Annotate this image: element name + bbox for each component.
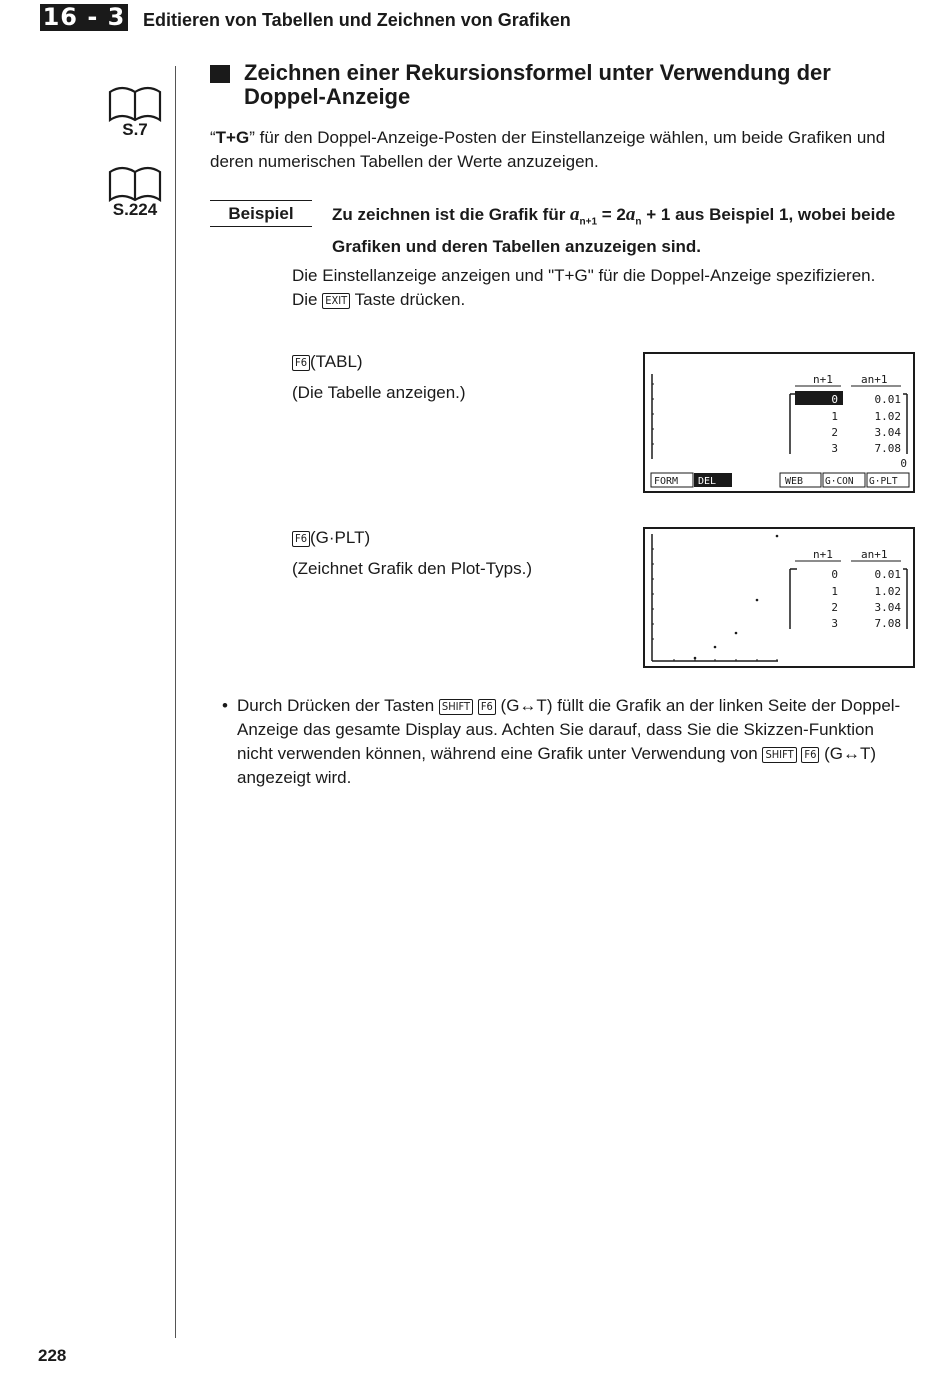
step-description: (Zeichnet Grafik den Plot-Typs.)	[292, 559, 532, 578]
chapter-title: Editieren von Tabellen und Zeichnen von Grafiken	[143, 10, 571, 30]
step-label: (G·PLT)	[310, 528, 371, 547]
instruction-text: Die Einstellanzeige anzeigen und "T+G" für die Doppel-Anzeige spezifizieren. Die EXIT Taste drücken.	[292, 266, 876, 309]
menu-del: DEL	[698, 476, 717, 487]
table-cell: 0.01	[874, 393, 901, 406]
page-ref-label: S.7	[122, 120, 148, 139]
f6-key-icon: F6	[292, 531, 310, 547]
note-bullet	[222, 694, 912, 790]
table-cell: 0	[831, 393, 838, 406]
step-2	[292, 526, 532, 581]
book-icon	[108, 166, 162, 202]
step-label: (TABL)	[310, 352, 363, 371]
menu-form: FORM	[654, 476, 679, 487]
table-cell: 1.02	[874, 410, 901, 423]
margin-rule	[175, 66, 176, 1338]
chapter-number: 16 - 3	[40, 4, 128, 31]
square-bullet-icon	[210, 65, 230, 83]
column-header-a: an+1	[861, 548, 888, 561]
exit-key-icon: EXIT	[322, 293, 350, 309]
bullet-mark: •	[222, 696, 228, 715]
menu-web: WEB	[785, 476, 804, 487]
entry-value: 0	[900, 457, 907, 470]
column-header-n: n+1	[813, 373, 833, 386]
table-cell: 2	[831, 426, 838, 439]
column-header-a: an+1	[861, 373, 888, 386]
shift-key-icon: SHIFT	[762, 747, 796, 763]
section-title: Zeichnen einer Rekursionsformel unter Verwendung der Doppel-Anzeige	[244, 60, 831, 109]
table-cell: 7.08	[874, 442, 901, 455]
example-text: Zu zeichnen ist die Grafik für $a_{n+1} = 2a_n + 1$ aus Beispiel 1, wobei beide Grafiken und deren Tabellen anzuzeigen sind.	[332, 204, 896, 257]
menu-gcon: G·CON	[825, 476, 854, 487]
table-cell: 1	[831, 410, 838, 423]
table-cell: 3.04	[874, 601, 901, 614]
page-ref-1	[108, 86, 162, 140]
table-cell: 7.08	[874, 617, 901, 630]
plot-point	[735, 632, 738, 635]
table-cell: 3	[831, 617, 838, 630]
page-number: 228	[38, 1346, 67, 1365]
step-description: (Die Tabelle anzeigen.)	[292, 383, 466, 402]
plot-point	[694, 657, 697, 660]
section-heading	[210, 61, 904, 109]
intro-paragraph: “T+G” für den Doppel-Anzeige-Posten der Einstellanzeige wählen, um beide Grafiken und deren numerischen Tabellen der Werte anzuzeigen.	[210, 128, 886, 171]
example-label: Beispiel	[210, 200, 312, 227]
table-cell: 0	[831, 568, 838, 581]
f6-key-icon: F6	[292, 355, 310, 371]
table-cell: 3.04	[874, 426, 901, 439]
f6-key-icon: F6	[801, 747, 819, 763]
f6-key-icon: F6	[478, 699, 496, 715]
note-text: Durch Drücken der Tasten SHIFT F6 (G↔T) füllt die Grafik an der linken Seite der Doppel-Anzeige das gesamte Display aus. Achten Sie darauf, dass Sie die Skizzen-Funktion nicht verwenden können, während eine Grafik unter Verwendung von SHIFT F6 (G↔T) angezeigt wird.	[237, 696, 901, 787]
column-header-n: n+1	[813, 548, 833, 561]
plot-point	[714, 646, 717, 649]
table-cell: 0.01	[874, 568, 901, 581]
table-cell: 1	[831, 585, 838, 598]
plot-point	[776, 535, 779, 538]
page-ref-label: S.224	[112, 200, 158, 219]
function-menu	[651, 473, 909, 487]
table-cell: 1.02	[874, 585, 901, 598]
book-icon	[108, 86, 162, 122]
step-1	[292, 350, 466, 405]
shift-key-icon: SHIFT	[439, 699, 473, 715]
plot-point	[756, 599, 759, 602]
calculator-screen-table	[643, 352, 915, 493]
option-name: T+G	[215, 128, 250, 147]
table-cell: 3	[831, 442, 838, 455]
menu-gplt: G·PLT	[869, 476, 898, 487]
page-ref-2	[108, 166, 162, 220]
calculator-screen-plot	[643, 527, 915, 668]
table-cell: 2	[831, 601, 838, 614]
